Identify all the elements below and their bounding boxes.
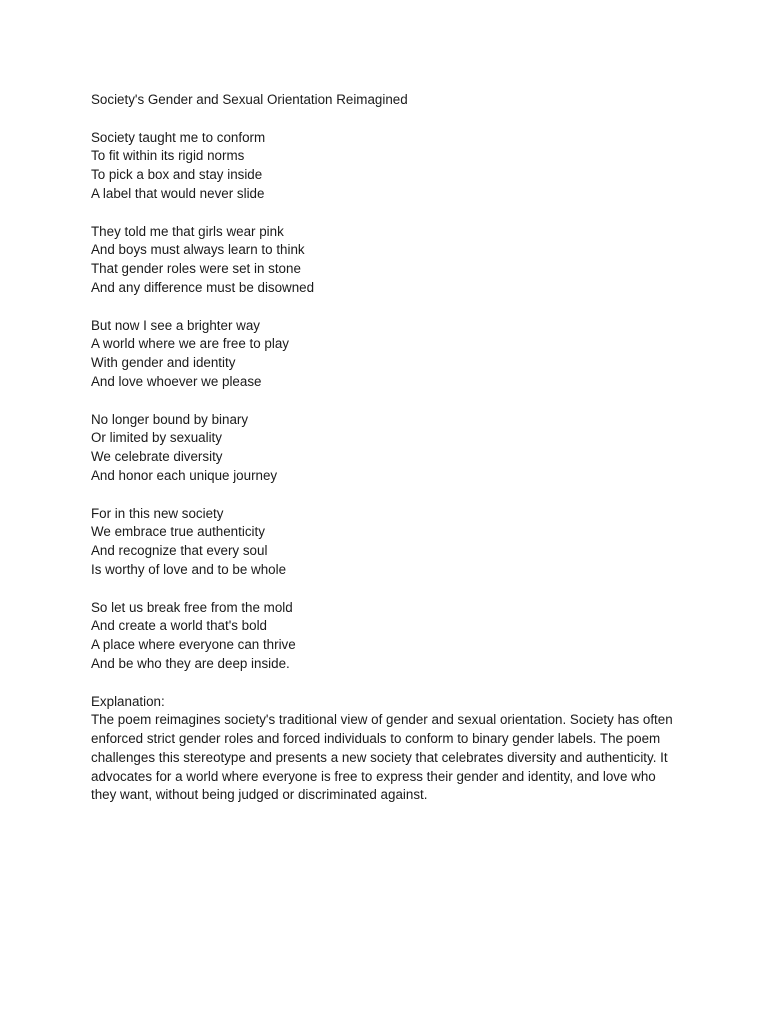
stanza-5	[91, 505, 691, 580]
poem-line: With gender and identity	[91, 355, 236, 371]
poem-line: A label that would never slide	[91, 185, 265, 201]
stanza-1	[91, 129, 691, 204]
poem-line: We celebrate diversity	[91, 449, 223, 465]
poem-line: A world where we are free to play	[91, 336, 289, 352]
poem-line: Is worthy of love and to be whole	[91, 561, 287, 577]
poem-line: To pick a box and stay inside	[91, 167, 263, 183]
poem-line: That gender roles were set in stone	[91, 261, 301, 277]
poem-line: No longer bound by binary	[91, 411, 249, 427]
poem-line: So let us break free from the mold	[91, 599, 293, 615]
stanza-4	[91, 411, 691, 486]
stanza-2	[91, 223, 691, 298]
poem-line: But now I see a brighter way	[91, 317, 260, 333]
poem-line: They told me that girls wear pink	[91, 223, 284, 239]
document-title: Society's Gender and Sexual Orientation Reimagined	[91, 92, 408, 107]
poem-line: Society taught me to conform	[91, 129, 266, 145]
poem-line: To fit within its rigid norms	[91, 148, 245, 164]
poem-line: We embrace true authenticity	[91, 524, 265, 540]
stanza-3	[91, 317, 691, 392]
poem-line: And any difference must be disowned	[91, 279, 315, 295]
poem-line: And honor each unique journey	[91, 467, 278, 483]
poem-line: And be who they are deep inside.	[91, 655, 290, 671]
poem-line: And love whoever we please	[91, 373, 262, 389]
document-content	[91, 91, 691, 805]
poem-line: And boys must always learn to think	[91, 242, 305, 258]
poem-line: Or limited by sexuality	[91, 430, 222, 446]
poem-line: For in this new society	[91, 505, 224, 521]
poem-line: A place where everyone can thrive	[91, 637, 296, 653]
explanation-section	[91, 693, 691, 806]
poem-line: And recognize that every soul	[91, 543, 268, 559]
explanation-heading: Explanation:	[91, 693, 165, 709]
poem-line: And create a world that's bold	[91, 618, 267, 634]
explanation-body: The poem reimagines society's traditional view of gender and sexual orientation. Society has often enforced strict gender roles and forced individuals to conform to binary gender labels. The poem challenges this stereotype and presents a new society that celebrates diversity and authenticity. It advocates for a world where everyone is free to express their gender and identity, and love who they want, without being judged or discriminated against.	[91, 712, 673, 803]
stanza-6	[91, 599, 691, 674]
